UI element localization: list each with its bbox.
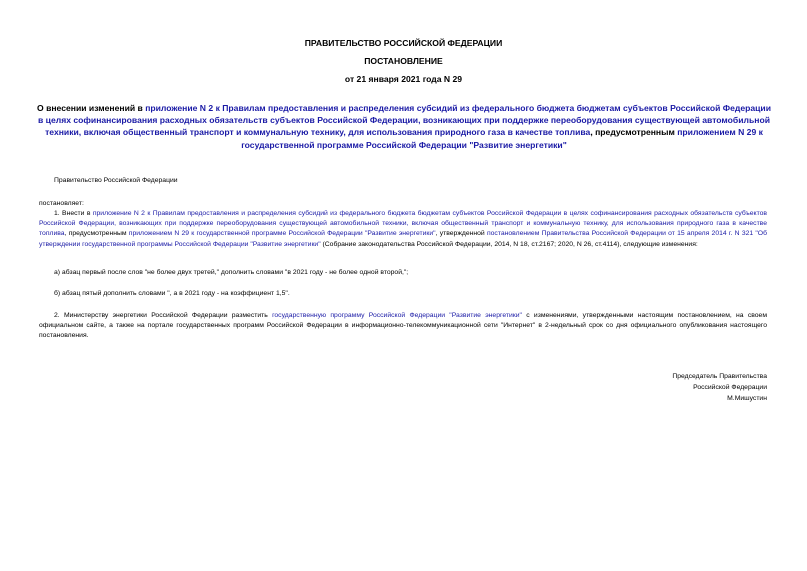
- signature-title: Председатель Правительства: [672, 373, 767, 380]
- item-b: б) абзац пятый дополнить словами ", а в 2021 году - на коэффициент 1,5".: [54, 290, 290, 297]
- signature-name: М.Мишустин: [727, 394, 767, 402]
- item-1-text-3: , утвержденной: [435, 230, 487, 238]
- item-1-prefix: 1. Внести в: [54, 210, 93, 217]
- item-1: [39, 209, 767, 250]
- item-1-link-resolution[interactable]: постановлением Правительства Российской Федерации от 15 апреля 2014 г. N 321 "Об утверждении государственной программы Российской Федерации "Развитие энергетики": [39, 230, 767, 248]
- item-2: [39, 311, 767, 342]
- item-1-text-4: (Собрание законодательства Российской Федерации, 2014, N 18, ст.2167; 2020, N 26, ст.4114), следующие изменения:: [320, 240, 698, 248]
- item-1-link-appendix-29[interactable]: приложением N 29 к государственной программе Российской Федерации "Развитие энергетики": [128, 230, 436, 238]
- item-2-prefix: 2. Министерству энергетики Российской Федерации разместить: [54, 312, 273, 319]
- title-text-2: , предусмотренным: [590, 127, 678, 138]
- signature-block: [607, 372, 767, 404]
- item-1-text-2: , предусмотренным: [64, 230, 129, 238]
- government-heading: ПРАВИТЕЛЬСТВО РОССИЙСКОЙ ФЕДЕРАЦИИ: [304, 38, 503, 48]
- title-link-appendix-2[interactable]: приложение N 2 к Правилам предоставления и распределения субсидий из федерального бюджета бюджетам субъектов Российской Федерации в целях софинансирования расходных обязательств субъектов Российской Федерации, возникающих при поддержке переоборудования существующей автомобильной техники, включая общественный транспорт и коммунальную технику, для использования природного газа в качестве топлива: [38, 103, 771, 138]
- document-type: ПОСТАНОВЛЕНИЕ: [364, 56, 443, 66]
- decides-text: постановляет:: [39, 200, 84, 207]
- item-a: а) абзац первый после слов "не более двух третей," дополнить словами "в 2021 году - не более одной второй,";: [54, 269, 409, 276]
- title-text-1: О внесении изменений в: [37, 103, 146, 113]
- title-link-appendix-29[interactable]: приложением N 29 к государственной программе Российской Федерации "Развитие энергетики": [241, 127, 763, 150]
- item-1-link-appendix-2[interactable]: приложение N 2 к Правилам предоставления и распределения субсидий из федерального бюджета бюджетам субъектов Российской Федерации в целях софинансирования расходных обязательств субъектов Российской Федерации, возникающих при поддержке переоборудования существующей автомобильной техники, включая общественный транспорт и коммунальную технику, для использования природного газа в качестве топлива: [39, 210, 767, 238]
- item-2-link-program[interactable]: государственную программу Российской Федерации "Развитие энергетики": [272, 312, 522, 319]
- government-text: Правительство Российской Федерации: [54, 177, 178, 184]
- date-number: от 21 января 2021 года N 29: [344, 74, 463, 84]
- item-2-suffix: с изменениями, утвержденными настоящим постановлением, на своем официальном сайте, а также на портале государственных программ Российской Федерации в информационно-телекоммуникационной сети "Интернет" в 2-недельный срок со дня официального опубликования настоящего постановления.: [39, 312, 768, 340]
- document-title: [34, 102, 774, 151]
- signature-org: Российской Федерации: [693, 383, 767, 391]
